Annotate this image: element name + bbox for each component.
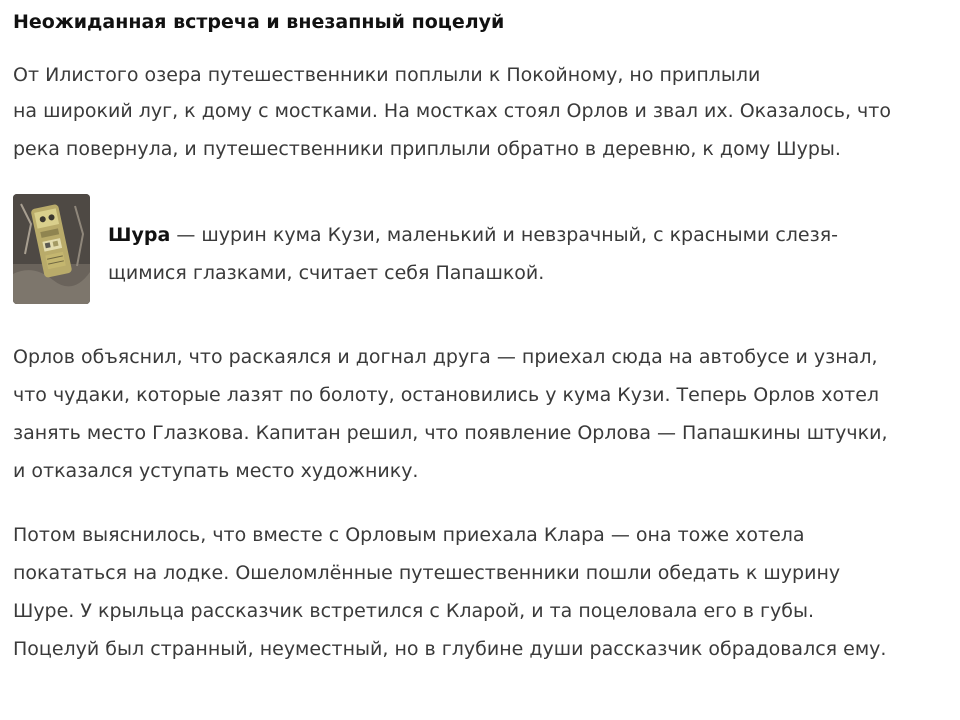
paragraph-1 xyxy=(13,58,948,168)
paragraph-3 xyxy=(13,516,948,668)
paragraph-1-line-1: От Илистого озера путешественники поплыли к Покойному, но приплыли xyxy=(13,64,761,86)
paragraph-3-line-4: Поцелуй был странный, неуместный, но в глубине души рассказчик обрадовался ему. xyxy=(13,638,887,660)
paragraph-3-line-2: покататься на лодке. Ошеломлённые путешественники пошли обедать к шурину xyxy=(13,562,841,584)
article xyxy=(13,8,948,660)
paragraph-2-line-4: и отказался уступать место художнику. xyxy=(13,460,419,482)
section-title: Неожиданная встреча и внезапный поцелуй xyxy=(13,11,505,33)
paragraph-2 xyxy=(13,338,948,490)
character-name: Шура xyxy=(108,224,171,246)
paragraph-3-line-1: Потом выяснилось, что вместе с Орловым приехала Клара — она тоже хотела xyxy=(13,524,805,546)
character-description-line-2: щимися глазками, считает себя Папашкой. xyxy=(108,262,545,284)
paragraph-3-line-3: Шуре. У крыльца рассказчик встретился с Кларой, и та поцеловала его в губы. xyxy=(13,600,815,622)
paragraph-2-line-2: что чудаки, которые лазят по болоту, остановились у кума Кузи. Теперь Орлов хотел xyxy=(13,384,880,406)
character-description-line-1: — шурин кума Кузи, маленький и невзрачный, с красными слезя- xyxy=(170,224,839,246)
paragraph-2-line-1: Орлов объяснил, что раскаялся и догнал друга — приехал сюда на автобусе и узнал, xyxy=(13,346,878,368)
paragraph-1-line-2: на широкий луг, к дому с мостками. На мостках стоял Орлов и звал их. Оказалось, что xyxy=(13,100,891,122)
paragraph-1-line-3: река повернула, и путешественники приплыли обратно в деревню, к дому Шуры. xyxy=(13,138,841,160)
character-description xyxy=(108,216,948,292)
character-portrait-image xyxy=(13,194,90,304)
character-card xyxy=(13,194,948,312)
paragraph-2-line-3: занять место Глазкова. Капитан решил, что появление Орлова — Папашкины штучки, xyxy=(13,422,888,444)
